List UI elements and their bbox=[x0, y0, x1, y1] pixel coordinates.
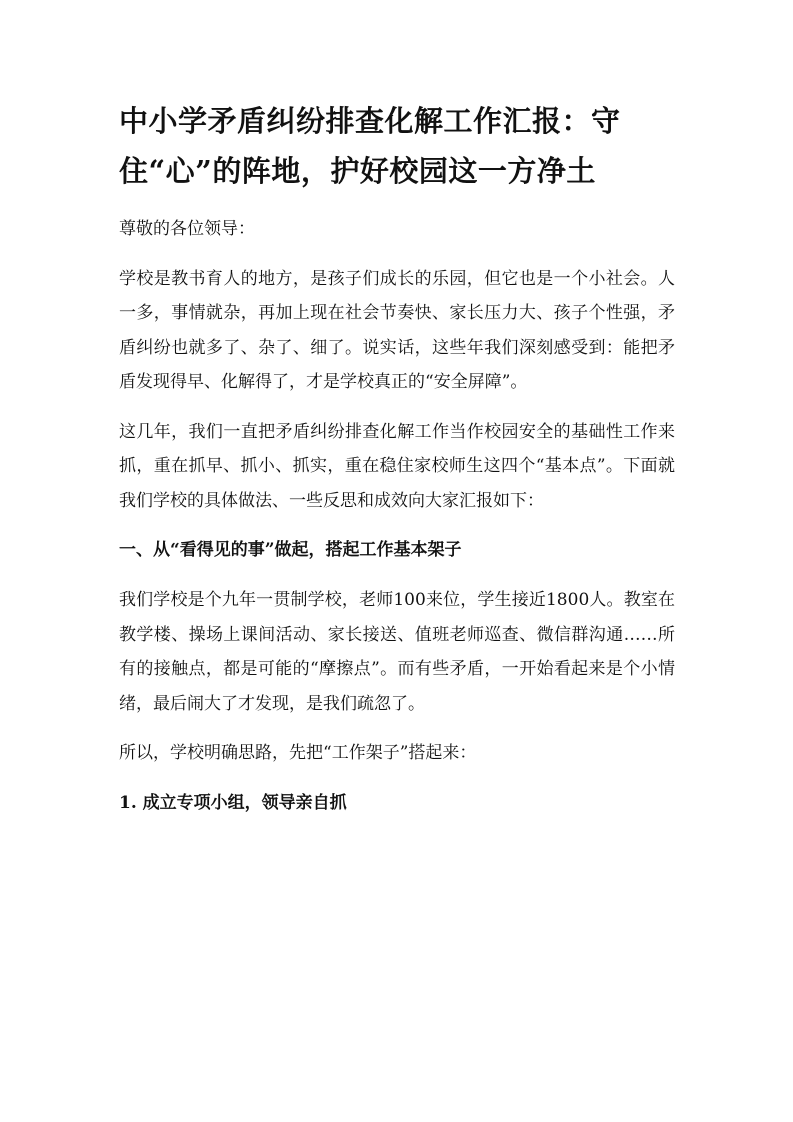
document-page bbox=[119, 96, 675, 836]
paragraph-school-profile: 我们学校是个九年一贯制学校，老师100来位，学生接近1800人。教室在教学楼、操场上课间活动、家长接送、值班老师巡查、微信群沟通……所有的接触点，都是可能的“摩擦点”。而有些矛盾，一开始看起来是个小情绪，最后闹大了才发现，是我们疏忽了。 bbox=[119, 590, 675, 714]
subheading-1: 1. 成立专项小组，领导亲自抓 bbox=[119, 792, 347, 813]
paragraph-overview: 这几年，我们一直把矛盾纠纷排查化解工作当作校园安全的基础性工作来抓，重在抓早、抓小、抓实，重在稳住家校师生这四个“基本点”。下面就我们学校的具体做法、一些反思和成效向大家汇报如下： bbox=[119, 421, 675, 511]
paragraph-intro: 学校是教书育人的地方，是孩子们成长的乐园，但它也是一个小社会。人一多，事情就杂，再加上现在社会节奏快、家长压力大、孩子个性强，矛盾纠纷也就多了、杂了、细了。说实话，这些年我们深刻感受到：能把矛盾发现得早、化解得了，才是学校真正的“安全屏障”。 bbox=[119, 268, 675, 392]
section-heading-1: 一、从“看得见的事”做起，搭起工作基本架子 bbox=[119, 540, 462, 560]
salutation: 尊敬的各位领导： bbox=[119, 219, 255, 239]
document-title: 中小学矛盾纠纷排查化解工作汇报：守住“心”的阵地，护好校园这一方净土 bbox=[119, 104, 621, 188]
paragraph-framework-intro: 所以，学校明确思路，先把“工作架子”搭起来： bbox=[119, 743, 477, 763]
